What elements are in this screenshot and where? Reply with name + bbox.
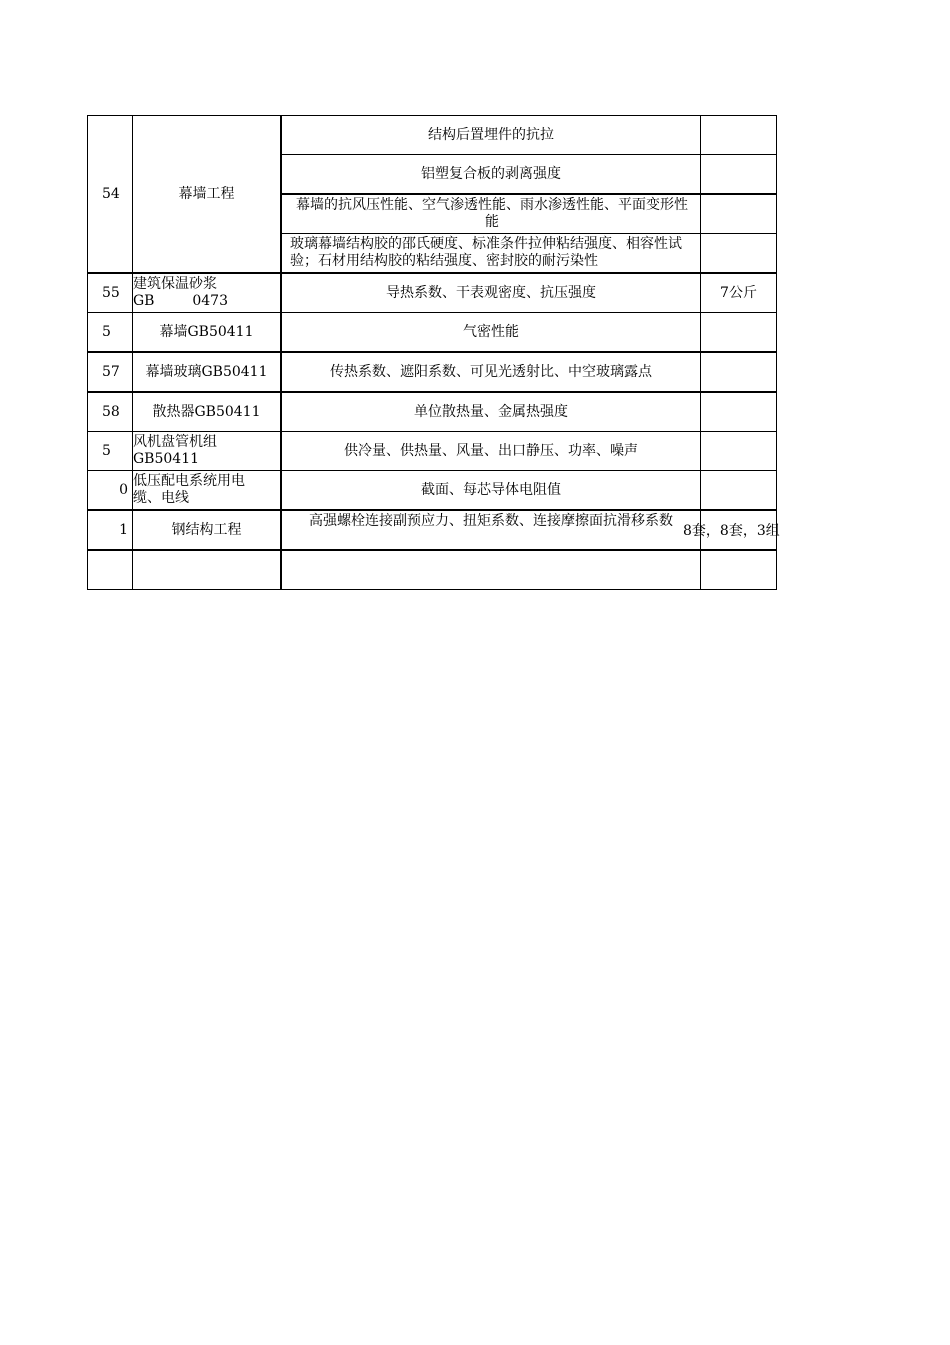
item-text: 单位散热量、金属热强度 xyxy=(414,403,568,420)
project-cell xyxy=(133,432,282,471)
item-cell xyxy=(281,313,701,353)
table-row xyxy=(88,550,777,590)
item-text: 结构后置埋件的抗拉 xyxy=(428,126,554,143)
quantity-text: 7公斤 xyxy=(720,284,757,301)
project-standard: GB 0473 xyxy=(133,293,228,309)
item-text: 铝塑复合板的剥离强度 xyxy=(421,165,561,182)
item-text: 截面、每芯导体电阻值 xyxy=(421,481,561,498)
row-number: 58 xyxy=(102,403,120,420)
project-name: 幕墙工程 xyxy=(178,185,235,202)
row-number-cell xyxy=(88,471,133,511)
quantity-cell xyxy=(701,392,777,432)
item-cell xyxy=(281,352,701,392)
project-name: 幕墙GB50411 xyxy=(159,323,254,340)
row-number-cell xyxy=(88,432,133,471)
row-number: 0 xyxy=(119,481,128,498)
item-text: 玻璃幕墙结构胶的邵氏硬度、标准条件拉伸粘结强度、相容性试验；石材用结构胶的粘结强度、密封胶的耐污染性 xyxy=(290,236,682,269)
item-text: 气密性能 xyxy=(463,323,519,340)
project-cell xyxy=(133,116,282,274)
project-cell xyxy=(133,352,282,392)
row-number-cell xyxy=(88,510,133,550)
project-cell xyxy=(133,510,282,550)
item-cell xyxy=(281,155,701,195)
row-number: 5 xyxy=(102,442,111,459)
table-row xyxy=(88,510,777,550)
row-number: 5 xyxy=(102,323,111,340)
row-number-cell xyxy=(88,352,133,392)
item-cell xyxy=(281,471,701,511)
quantity-cell xyxy=(701,234,777,274)
project-cell xyxy=(133,550,282,590)
project-cell xyxy=(133,471,282,511)
item-text: 供冷量、供热量、风量、出口静压、功率、噪声 xyxy=(344,442,638,459)
item-text: 高强螺栓连接副预应力、扭矩系数、连接摩擦面抗滑移系数 xyxy=(309,513,673,529)
item-cell xyxy=(281,116,701,155)
project-name: 建筑保温砂浆 xyxy=(133,276,217,292)
quantity-cell xyxy=(701,471,777,511)
item-cell xyxy=(281,392,701,432)
item-text: 导热系数、干表观密度、抗压强度 xyxy=(386,284,596,301)
quantity-cell xyxy=(701,313,777,353)
table-row xyxy=(88,116,777,155)
project-name-cont: 缆、电线 xyxy=(133,490,189,506)
project-standard: GB50411 xyxy=(133,451,200,467)
row-number: 54 xyxy=(102,185,120,202)
item-text: 幕墙的抗风压性能、空气渗透性能、雨水渗透性能、平面变形性能 xyxy=(296,197,688,230)
table-row xyxy=(88,432,777,471)
item-cell xyxy=(281,234,701,274)
row-number-cell xyxy=(88,313,133,353)
project-name: 幕墙玻璃GB50411 xyxy=(145,363,268,380)
quantity-cell xyxy=(701,116,777,155)
item-cell xyxy=(281,432,701,471)
item-cell xyxy=(281,550,701,590)
project-cell xyxy=(133,313,282,353)
item-cell xyxy=(281,273,701,313)
quantity-cell xyxy=(701,432,777,471)
table-row xyxy=(88,352,777,392)
row-number: 1 xyxy=(119,521,128,538)
item-cell xyxy=(281,194,701,234)
row-number-cell xyxy=(88,392,133,432)
inspection-table xyxy=(87,115,777,590)
project-cell xyxy=(133,392,282,432)
quantity-cell xyxy=(701,194,777,234)
quantity-cell xyxy=(701,550,777,590)
quantity-cell xyxy=(701,155,777,195)
project-name: 散热器GB50411 xyxy=(152,403,261,420)
item-cell xyxy=(281,510,701,550)
row-number-cell xyxy=(88,550,133,590)
item-text: 传热系数、遮阳系数、可见光透射比、中空玻璃露点 xyxy=(330,363,652,380)
table-row xyxy=(88,392,777,432)
project-name: 钢结构工程 xyxy=(171,521,242,538)
row-number: 57 xyxy=(102,363,120,380)
row-number-cell xyxy=(88,116,133,274)
project-name: 风机盘管机组 xyxy=(133,434,217,450)
quantity-text: 8套，8套，3组 xyxy=(683,523,780,539)
quantity-cell xyxy=(701,273,777,313)
project-cell xyxy=(133,273,282,313)
table-row xyxy=(88,313,777,353)
table-row xyxy=(88,471,777,511)
row-number-cell xyxy=(88,273,133,313)
table-row xyxy=(88,273,777,313)
project-name: 低压配电系统用电 xyxy=(133,473,245,489)
row-number: 55 xyxy=(102,284,120,301)
quantity-cell xyxy=(701,352,777,392)
